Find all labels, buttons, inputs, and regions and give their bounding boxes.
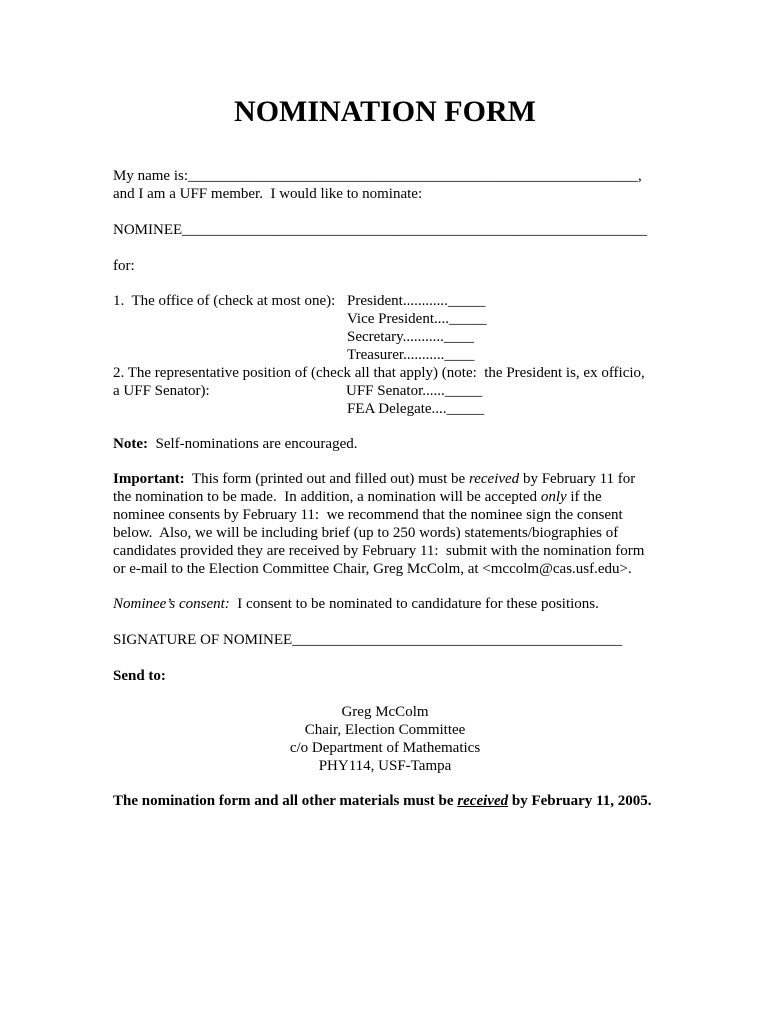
important-line-6: or e-mail to the Election Committee Chair, Greg McColm, at <mccolm@cas.usf.edu>. <box>113 561 632 577</box>
footer-text: by February 11, 2005. <box>508 793 652 809</box>
send-to-label <box>113 667 166 685</box>
important-text: by February 11 for <box>519 471 636 487</box>
consent-text: I consent to be nominated to candidature for these positions. <box>229 596 599 612</box>
option-president: President............_____ <box>347 293 486 309</box>
consent-line <box>113 595 599 613</box>
deadline-footer <box>113 792 651 810</box>
send-to-heading: Send to: <box>113 668 166 684</box>
nominee-line: NOMINEE______________________________________________________________ <box>113 222 648 238</box>
important-line-2 <box>113 488 602 506</box>
representative-question: 2. The representative position of (check all that apply) (note: the President is, ex officio, <box>113 365 645 381</box>
address-title: Chair, Election Committee <box>304 722 466 738</box>
note-text: Self-nominations are encouraged. <box>147 436 358 452</box>
option-fea-delegate: FEA Delegate...._____ <box>347 401 485 417</box>
emphasis-only: only <box>540 489 567 505</box>
important-label: Important: <box>113 471 185 487</box>
important-line-4: below. Also, we will be including brief (up to 250 words) statements/biographies of <box>113 525 619 541</box>
emphasis-received-underlined: received <box>457 793 509 809</box>
name-line: My name is:____________________________________________________________, <box>113 168 642 184</box>
important-text: the nomination to be made. In addition, a nomination will be accepted <box>113 489 541 505</box>
office-question: 1. The office of (check at most one): <box>113 293 336 309</box>
address-name: Greg McColm <box>341 704 429 720</box>
important-line-3: nominee consents by February 11: we recommend that the nominee sign the consent <box>113 507 623 523</box>
important-text: This form (printed out and filled out) must be <box>184 471 469 487</box>
note-label: Note: <box>113 436 148 452</box>
consent-label: Nominee’s consent: <box>113 596 230 612</box>
note-line <box>113 435 358 453</box>
for-label: for: <box>113 258 135 274</box>
emphasis-received: received <box>468 471 520 487</box>
important-line-1 <box>113 470 635 488</box>
footer-text: The nomination form and all other materials must be <box>113 793 458 809</box>
important-text: if the <box>566 489 602 505</box>
option-uff-senator: UFF Senator......_____ <box>346 383 483 399</box>
signature-line: SIGNATURE OF NOMINEE____________________________________________ <box>113 632 623 648</box>
option-vice-president: Vice President...._____ <box>347 311 487 327</box>
address-department: c/o Department of Mathematics <box>289 740 481 756</box>
representative-question-cont: a UFF Senator): <box>113 383 210 399</box>
option-treasurer: Treasurer...........____ <box>347 347 475 363</box>
option-secretary: Secretary...........____ <box>347 329 474 345</box>
address-location: PHY114, USF-Tampa <box>318 758 452 774</box>
member-statement: and I am a UFF member. I would like to nominate: <box>113 186 423 202</box>
page-title: NOMINATION FORM <box>234 95 536 128</box>
important-line-5: candidates provided they are received by February 11: submit with the nomination form <box>113 543 645 559</box>
